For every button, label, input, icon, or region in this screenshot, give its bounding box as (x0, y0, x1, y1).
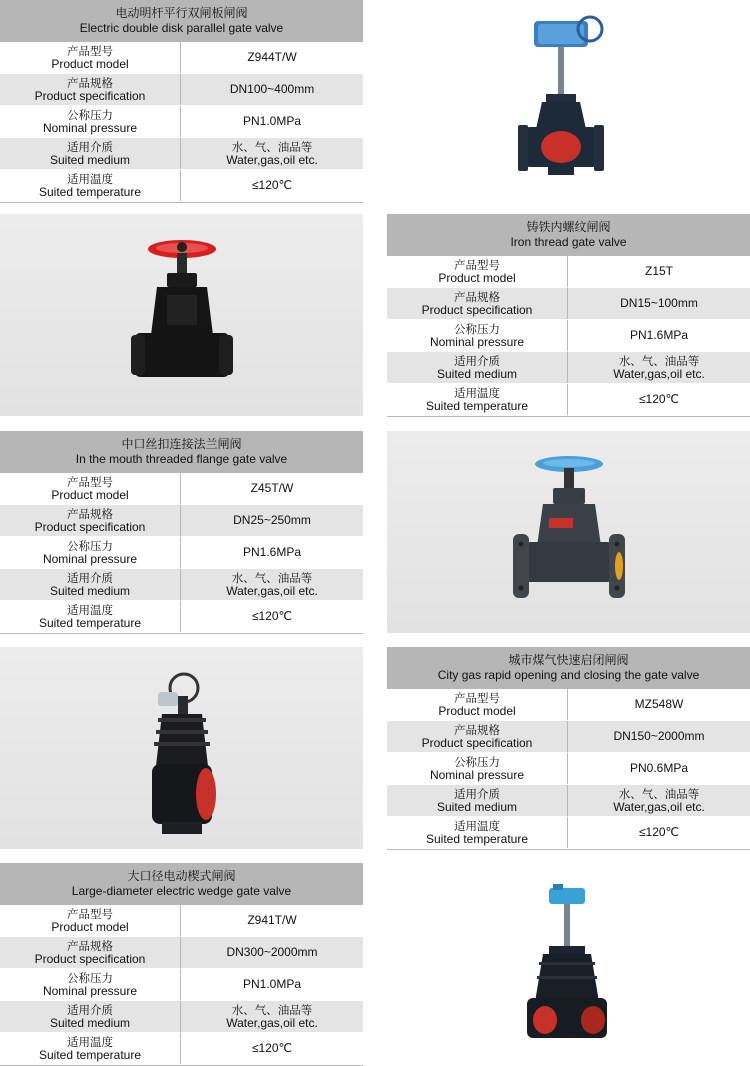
label-zh: 适用温度 (67, 1034, 113, 1049)
product-section-4 (0, 647, 750, 849)
label-zh: 适用介质 (67, 570, 113, 585)
row-spec (0, 505, 363, 537)
row-spec (387, 288, 750, 320)
row-pressure (387, 753, 750, 785)
label-zh: 适用介质 (67, 1002, 113, 1017)
label-zh: 产品型号 (454, 690, 500, 705)
row-temperature (387, 817, 750, 849)
label-en: Product specification (34, 519, 146, 534)
product-section-5 (0, 863, 750, 1061)
product-photo-1 (387, 0, 750, 197)
model-value: Z15T (644, 264, 673, 278)
row-spec (0, 74, 363, 106)
label-en: Suited medium (436, 799, 518, 814)
model-value: Z45T/W (250, 481, 294, 495)
row-medium (387, 352, 750, 384)
spec-header (387, 214, 750, 256)
medium-en-value: Water,gas,oil etc. (226, 583, 318, 598)
title-zh: 城市煤气快速启闭闸阀 (508, 653, 629, 667)
medium-zh-value: 水、气、油品等 (618, 353, 700, 368)
row-pressure (0, 969, 363, 1001)
spec-table-2 (387, 214, 750, 417)
label-zh: 适用温度 (454, 818, 500, 833)
spec-value: DN25~250mm (233, 513, 311, 527)
product-section-1 (0, 0, 750, 197)
label-zh: 产品规格 (67, 506, 113, 521)
spec-value: DN100~400mm (229, 82, 315, 96)
row-model (0, 473, 363, 505)
label-en: Suited medium (436, 366, 518, 381)
label-zh: 产品规格 (454, 722, 500, 737)
label-en: Product model (51, 919, 129, 934)
title-en: City gas rapid opening and closing the gate valve (437, 668, 700, 682)
spec-header (0, 0, 363, 42)
label-en: Suited temperature (425, 831, 529, 846)
spec-header (0, 431, 363, 473)
medium-zh-value: 水、气、油品等 (231, 1002, 313, 1017)
label-en: Suited medium (49, 583, 131, 598)
spec-header (387, 647, 750, 689)
label-en: Suited temperature (38, 184, 142, 199)
label-zh: 产品型号 (454, 257, 500, 272)
spec-header (0, 863, 363, 905)
label-zh: 公称压力 (454, 321, 500, 336)
product-photo-5 (387, 863, 750, 1061)
spec-value: DN15~100mm (620, 296, 698, 310)
label-en: Suited medium (49, 152, 131, 167)
row-pressure (387, 320, 750, 352)
model-value: Z944T/W (247, 50, 297, 64)
label-en: Product specification (34, 88, 146, 103)
title-en: Iron thread gate valve (510, 235, 627, 249)
temperature-value: ≤120℃ (251, 609, 293, 623)
title-en: In the mouth threaded flange gate valve (75, 452, 288, 466)
title-en: Electric double disk parallel gate valve (79, 21, 284, 35)
label-en: Suited temperature (38, 1047, 142, 1062)
label-zh: 产品规格 (67, 938, 113, 953)
row-model (387, 689, 750, 721)
row-medium (0, 569, 363, 601)
medium-en-value: Water,gas,oil etc. (226, 152, 318, 167)
product-section-2 (0, 214, 750, 416)
label-zh: 产品规格 (454, 289, 500, 304)
label-en: Product specification (421, 302, 533, 317)
label-en: Nominal pressure (42, 120, 138, 135)
medium-zh-value: 水、气、油品等 (231, 139, 313, 154)
electric-gate-valve-icon (504, 9, 634, 189)
spec-table-5 (0, 863, 363, 1066)
spec-value: DN150~2000mm (613, 729, 705, 743)
pressure-value: PN1.6MPa (629, 328, 689, 342)
row-model (387, 256, 750, 288)
spec-table-3 (0, 431, 363, 634)
row-model (0, 42, 363, 74)
label-zh: 适用介质 (67, 139, 113, 154)
spec-table-4 (387, 647, 750, 850)
label-zh: 适用介质 (454, 786, 500, 801)
label-en: Nominal pressure (42, 551, 138, 566)
label-en: Suited temperature (425, 398, 529, 413)
spec-value: DN300~2000mm (226, 945, 318, 959)
title-zh: 中口丝扣连接法兰闸阀 (121, 437, 242, 451)
row-medium (0, 138, 363, 170)
medium-en-value: Water,gas,oil etc. (613, 366, 705, 381)
row-medium (0, 1001, 363, 1033)
label-en: Nominal pressure (429, 767, 525, 782)
medium-zh-value: 水、气、油品等 (231, 570, 313, 585)
medium-en-value: Water,gas,oil etc. (226, 1015, 318, 1030)
row-medium (387, 785, 750, 817)
label-en: Nominal pressure (42, 983, 138, 998)
label-zh: 适用温度 (454, 385, 500, 400)
label-en: Product specification (34, 951, 146, 966)
gas-gate-valve-icon (132, 656, 232, 841)
label-en: Product model (51, 487, 129, 502)
model-value: MZ548W (634, 697, 684, 711)
label-en: Nominal pressure (429, 334, 525, 349)
label-en: Product model (438, 270, 516, 285)
temperature-value: ≤120℃ (638, 825, 680, 839)
model-value: Z941T/W (247, 913, 297, 927)
product-photo-4 (0, 647, 363, 849)
row-temperature (387, 384, 750, 416)
pressure-value: PN1.0MPa (242, 977, 302, 991)
row-temperature (0, 1033, 363, 1065)
row-temperature (0, 170, 363, 202)
row-spec (387, 721, 750, 753)
temperature-value: ≤120℃ (251, 178, 293, 192)
row-spec (0, 937, 363, 969)
label-en: Product specification (421, 735, 533, 750)
label-en: Product model (51, 56, 129, 71)
title-zh: 大口径电动楔式闸阀 (127, 869, 236, 883)
temperature-value: ≤120℃ (638, 392, 680, 406)
row-pressure (0, 106, 363, 138)
medium-zh-value: 水、气、油品等 (618, 786, 700, 801)
label-zh: 适用介质 (454, 353, 500, 368)
label-en: Suited medium (49, 1015, 131, 1030)
flange-gate-valve-icon (509, 452, 629, 612)
product-section-3 (0, 431, 750, 633)
pressure-value: PN1.6MPa (242, 545, 302, 559)
label-zh: 公称压力 (67, 107, 113, 122)
medium-en-value: Water,gas,oil etc. (613, 799, 705, 814)
label-zh: 产品型号 (67, 43, 113, 58)
label-zh: 公称压力 (67, 970, 113, 985)
label-zh: 适用温度 (67, 602, 113, 617)
spec-table-1 (0, 0, 363, 203)
label-zh: 适用温度 (67, 171, 113, 186)
pressure-value: PN0.6MPa (629, 761, 689, 775)
wedge-gate-valve-icon (509, 872, 629, 1052)
row-pressure (0, 537, 363, 569)
product-photo-2 (0, 214, 363, 416)
threaded-gate-valve-icon (127, 235, 237, 395)
temperature-value: ≤120℃ (251, 1041, 293, 1055)
pressure-value: PN1.0MPa (242, 114, 302, 128)
row-temperature (0, 601, 363, 633)
label-zh: 产品型号 (67, 906, 113, 921)
title-zh: 电动明杆平行双闸板闸阀 (115, 6, 248, 20)
label-zh: 公称压力 (67, 538, 113, 553)
product-photo-3 (387, 431, 750, 633)
label-zh: 产品规格 (67, 75, 113, 90)
title-zh: 铸铁内螺纹闸阀 (526, 220, 611, 234)
label-en: Suited temperature (38, 615, 142, 630)
row-model (0, 905, 363, 937)
label-zh: 产品型号 (67, 474, 113, 489)
title-en: Large-diameter electric wedge gate valve (71, 884, 292, 898)
label-en: Product model (438, 703, 516, 718)
label-zh: 公称压力 (454, 754, 500, 769)
